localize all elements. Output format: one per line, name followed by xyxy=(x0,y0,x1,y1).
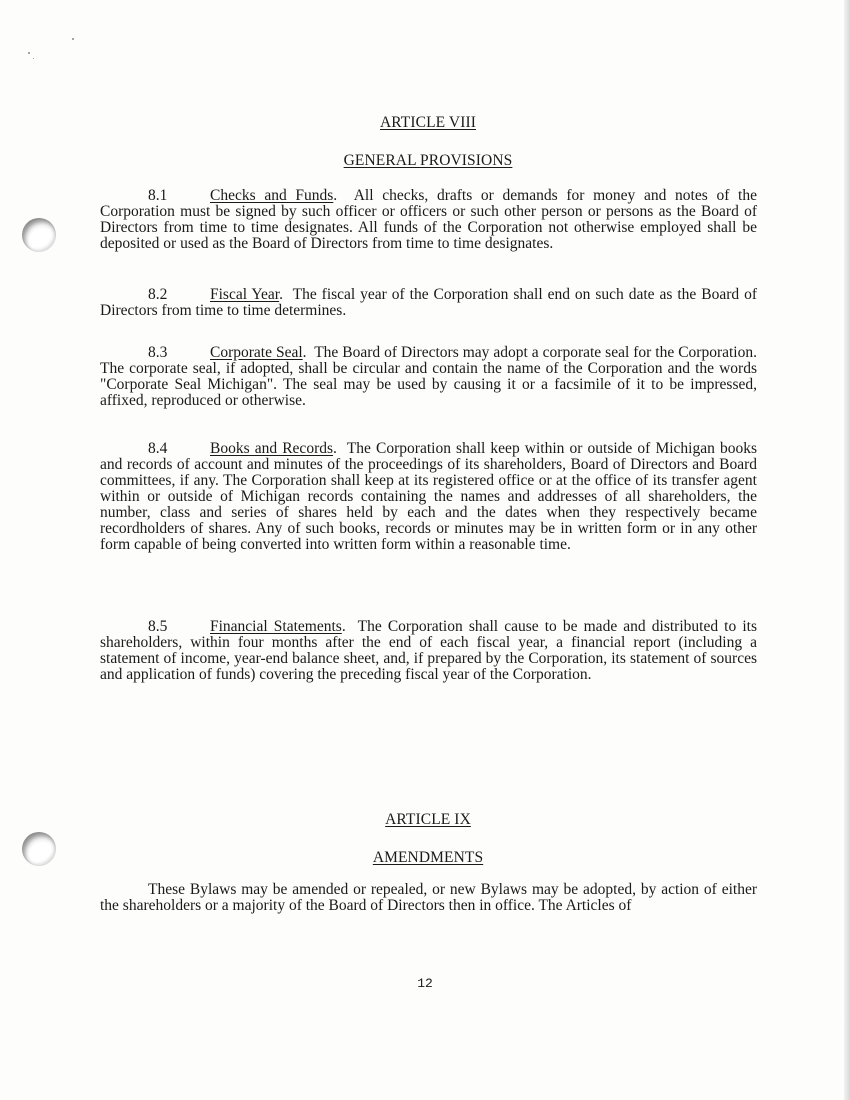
section-number: 8.3 xyxy=(148,344,168,361)
scan-speck xyxy=(28,52,30,54)
section-8-5: 8.5 Financial Statements. The Corporation shall cause to be made and distributed to its shareholders, within four months after the end of each fiscal year, a financial report (including a statement of income, year-end balance sheet, and, if prepared by the Corporation, its statement of sources and application of funds) covering the preceding fiscal year of the Corporation. xyxy=(100,618,757,683)
section-title: Checks and Funds xyxy=(210,187,334,204)
section-text: The Corporation shall keep within or outside of Michigan books and records of account and minutes of the proceedings of its shareholders, Board of Directors and Board committees, if any. The Corporation shall keep at its registered office or at the office of its transfer agent within or outside of Michigan records containing the names and addresses of all shareholders, the number, class and series of shares held by each and the dates when they respectively became recordholders of shares. Any of such books, records or minutes may be in written form or in any other form capable of being converted into written form within a reasonable time. xyxy=(100,440,757,553)
page-number: 12 xyxy=(417,976,433,991)
section-title: Financial Statements xyxy=(210,618,342,635)
section-number: 8.4 xyxy=(148,440,168,457)
section-8-1: 8.1 Checks and Funds. All checks, drafts or demands for money and notes of the Corporation must be signed by such officer or officers or such other person or persons as the Board of Directors from time to time designates. All funds of the Corporation not otherwise employed shall be deposited or used as the Board of Directors from time to time designates. xyxy=(100,187,757,252)
punch-hole-top xyxy=(22,218,56,252)
section-8-3: 8.3 Corporate Seal. The Board of Directors may adopt a corporate seal for the Corporation. The corporate seal, if adopted, shall be circular and contain the name of the Corporation and the words "Corporate Seal Michigan". The seal may be used by causing it or a facsimile of it to be impressed, affixed, reproduced or otherwise. xyxy=(100,344,757,409)
amendments-paragraph: These Bylaws may be amended or repealed, or new Bylaws may be adopted, by action of either the shareholders or a majority of the Board of Directors then in office. The Articles of xyxy=(100,881,757,914)
amendments-heading: AMENDMENTS xyxy=(372,849,484,866)
section-number: 8.2 xyxy=(148,286,168,303)
section-8-2: 8.2 Fiscal Year. The fiscal year of the Corporation shall end on such date as the Board of Directors from time to time determines. xyxy=(100,286,757,319)
section-text: All checks, drafts or demands for money and notes of the Corporation must be signed by such officer or officers or such other person or persons as the Board of Directors from time to time designates. All funds of the Corporation not otherwise employed shall be deposited or used as the Board of Directors from time to time designates. xyxy=(100,187,757,252)
scan-speck xyxy=(72,38,74,40)
section-text: The fiscal year of the Corporation shall end on such date as the Board of Directors from time to time determines. xyxy=(100,286,757,319)
section-8-4: 8.4 Books and Records. The Corporation shall keep within or outside of Michigan books and records of account and minutes of the proceedings of its shareholders, Board of Directors and Board committees, if any. The Corporation shall keep at its registered office or at the office of its transfer agent within or outside of Michigan records containing the names and addresses of all shareholders, the number, class and series of shares held by each and the dates when they respectively became recordholders of shares. Any of such books, records or minutes may be in written form or in any other form capable of being converted into written form within a reasonable time. xyxy=(100,440,757,553)
section-title: Books and Records xyxy=(210,440,334,457)
section-title: Fiscal Year xyxy=(210,286,280,303)
section-number: 8.1 xyxy=(148,187,168,204)
scan-speck xyxy=(33,58,34,59)
section-title: Corporate Seal xyxy=(210,344,303,361)
article-viii-heading: ARTICLE VIII xyxy=(380,114,476,131)
section-text: The Corporation shall cause to be made and distributed to its shareholders, within four months after the end of each fiscal year, a financial report (including a statement of income, year-end balance sheet, and, if prepared by the Corporation, its statement of sources and application of funds) covering the preceding fiscal year of the Corporation. xyxy=(100,618,757,683)
general-provisions-heading: GENERAL PROVISIONS xyxy=(343,152,513,169)
section-number: 8.5 xyxy=(148,618,168,635)
section-text: The Board of Directors may adopt a corporate seal for the Corporation. The corporate seal, if adopted, shall be circular and contain the name of the Corporation and the words "Corporate Seal Michigan". The seal may be used by causing it or a facsimile of it to be impressed, affixed, reproduced or otherwise. xyxy=(100,344,757,409)
article-ix-heading: ARTICLE IX xyxy=(385,811,471,828)
